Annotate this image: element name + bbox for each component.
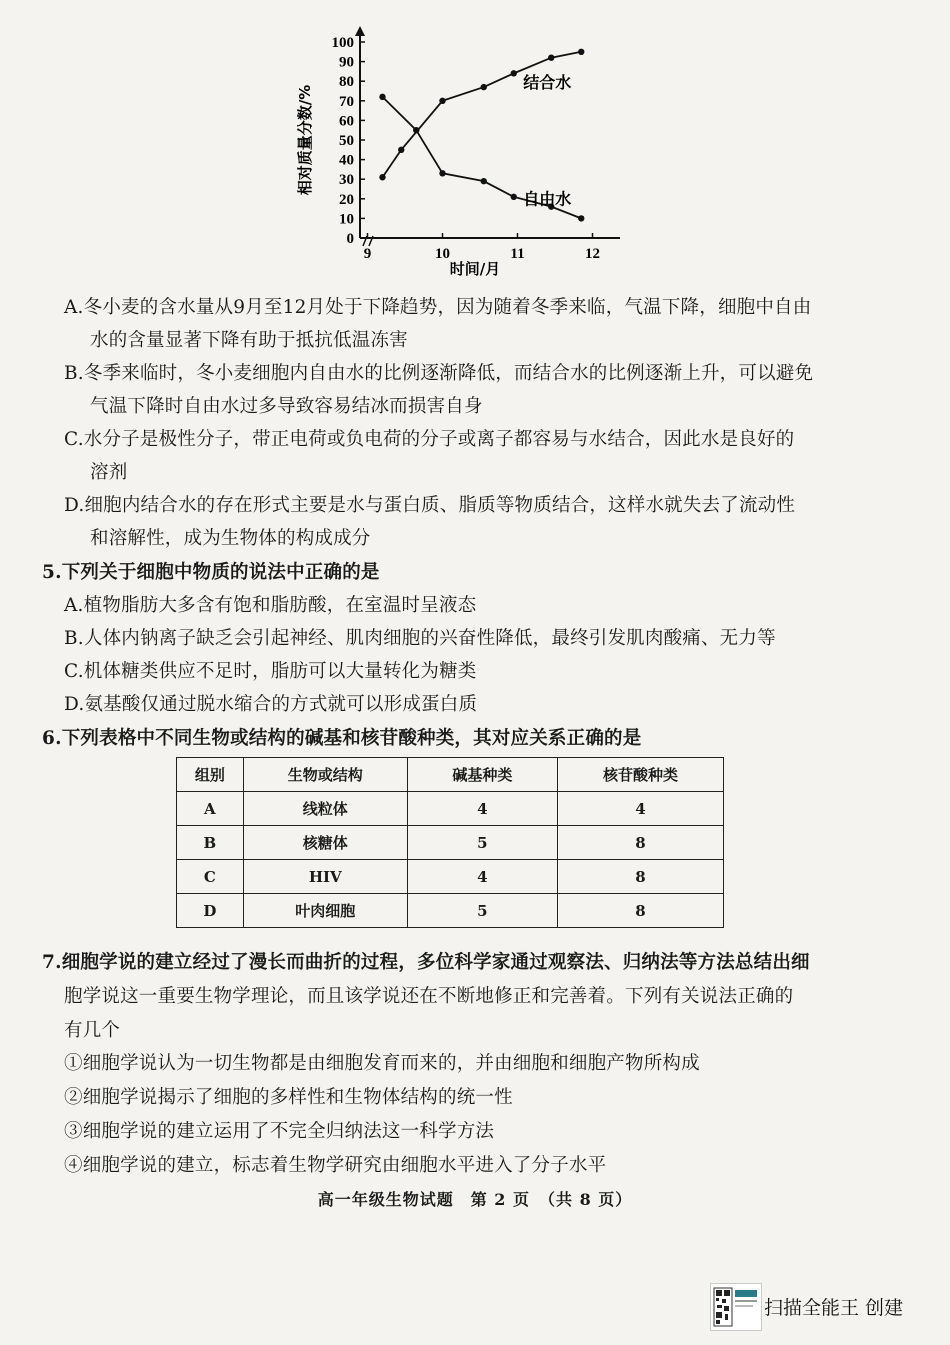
q5-option-b: B.人体内钠离子缺乏会引起神经、肌肉细胞的兴奋性降低，最终引发肌肉酸痛、无力等 xyxy=(64,628,776,649)
table-row xyxy=(177,826,724,860)
y-tick-label: 70 xyxy=(339,93,354,110)
q6-cell: D xyxy=(177,894,244,928)
q6-cell: 线粒体 xyxy=(243,792,407,826)
q4-option-d-line1: D.细胞内结合水的存在形式主要是水与蛋白质、脂质等物质结合，这样水就失去了流动性 xyxy=(64,495,796,516)
data-point xyxy=(481,84,487,90)
q6-cell: 8 xyxy=(557,860,723,894)
q6-cell: 5 xyxy=(407,826,557,860)
q7-stem-line1: 7.细胞学说的建立经过了漫长而曲折的过程，多位科学家通过观察法、归纳法等方法总结出细 xyxy=(42,952,810,973)
series-label: 结合水 xyxy=(523,72,572,92)
q6-cell: 叶肉细胞 xyxy=(243,894,407,928)
data-point xyxy=(578,49,584,55)
data-point xyxy=(379,174,385,180)
q5-stem: 5.下列关于细胞中物质的说法中正确的是 xyxy=(42,562,380,583)
y-axis-label: 相对质量分数/% xyxy=(296,84,314,196)
q7-stem-line2: 胞学说这一重要生物学理论，而且该学说还在不断地修正和完善着。下列有关说法正确的 xyxy=(64,986,794,1007)
q4-option-d-line2: 和溶解性，成为生物体的构成成分 xyxy=(90,528,371,549)
q7-statement-3: ③细胞学说的建立运用了不完全归纳法这一科学方法 xyxy=(64,1121,495,1142)
y-tick-label: 40 xyxy=(339,152,354,169)
table-row xyxy=(177,894,724,928)
q6-header-organism: 生物或结构 xyxy=(243,758,407,792)
q6-cell: 4 xyxy=(557,792,723,826)
y-axis-arrow xyxy=(355,26,365,36)
qr-code-icon xyxy=(710,1283,762,1331)
y-tick-label: 100 xyxy=(331,35,354,51)
q6-cell: HIV xyxy=(243,860,407,894)
data-point xyxy=(481,178,487,184)
water-content-chart xyxy=(280,15,640,280)
data-point xyxy=(398,147,404,153)
x-tick-label: 12 xyxy=(585,246,600,262)
data-point xyxy=(511,194,517,200)
q7-stem-line3: 有几个 xyxy=(64,1020,121,1041)
data-point xyxy=(578,215,584,221)
q5-option-a: A.植物脂肪大多含有饱和脂肪酸，在室温时呈液态 xyxy=(64,595,477,616)
q6-table-header-row xyxy=(177,758,724,792)
x-tick-label: 9 xyxy=(363,246,372,262)
q5-option-d: D.氨基酸仅通过脱水缩合的方式就可以形成蛋白质 xyxy=(64,694,478,715)
q6-header-nucleotides: 核苷酸种类 xyxy=(557,758,723,792)
q6-cell: B xyxy=(177,826,244,860)
x-axis-label: 时间/月 xyxy=(449,260,501,278)
data-point xyxy=(511,70,517,76)
data-point xyxy=(548,54,554,60)
q5-option-c: C.机体糖类供应不足时，脂肪可以大量转化为糖类 xyxy=(64,661,477,682)
q6-stem: 6.下列表格中不同生物或结构的碱基和核苷酸种类，其对应关系正确的是 xyxy=(42,728,642,749)
data-point xyxy=(439,170,445,176)
x-tick-label: 10 xyxy=(435,246,450,262)
q4-option-c-line1: C.水分子是极性分子，带正电荷或负电荷的分子或离子都容易与水结合，因此水是良好的 xyxy=(64,429,795,450)
q7-statement-4: ④细胞学说的建立，标志着生物学研究由细胞水平进入了分子水平 xyxy=(64,1155,607,1176)
q6-header-group: 组别 xyxy=(177,758,244,792)
x-tick-label: 11 xyxy=(510,246,525,262)
q4-option-b-line1: B.冬季来临时，冬小麦细胞内自由水的比例逐渐降低，而结合水的比例逐渐上升，可以避免 xyxy=(64,363,814,384)
data-point xyxy=(379,94,385,100)
y-tick-label: 80 xyxy=(339,74,354,91)
table-row xyxy=(177,860,724,894)
q6-cell: A xyxy=(177,792,244,826)
data-point xyxy=(413,127,419,133)
y-tick-label: 90 xyxy=(339,54,354,71)
series-label: 自由水 xyxy=(523,189,572,209)
q4-option-b-line2: 气温下降时自由水过多导致容易结冰而损害自身 xyxy=(90,396,483,417)
q6-cell: 8 xyxy=(557,894,723,928)
y-tick-label: 0 xyxy=(346,231,354,247)
q6-cell: C xyxy=(177,860,244,894)
q7-statement-1: ①细胞学说认为一切生物都是由细胞发育而来的，并由细胞和细胞产物所构成 xyxy=(64,1053,700,1074)
y-tick-label: 60 xyxy=(339,113,354,130)
table-row xyxy=(177,792,724,826)
page-footer: 高一年级生物试题 第 2 页 （共 8 页） xyxy=(317,1190,633,1209)
q6-cell: 5 xyxy=(407,894,557,928)
q6-cell: 核糖体 xyxy=(243,826,407,860)
y-tick-label: 20 xyxy=(339,191,354,208)
q6-cell: 4 xyxy=(407,860,557,894)
q6-table xyxy=(176,757,724,928)
q4-option-a-line2: 水的含量显著下降有助于抵抗低温冻害 xyxy=(90,330,408,351)
q6-header-bases: 碱基种类 xyxy=(407,758,557,792)
q4-option-a-line1: A.冬小麦的含水量从9月至12月处于下降趋势，因为随着冬季来临，气温下降，细胞中自由 xyxy=(64,297,812,318)
y-tick-label: 50 xyxy=(339,133,354,149)
q6-cell: 8 xyxy=(557,826,723,860)
watermark-text: 扫描全能王 创建 xyxy=(764,1297,904,1319)
y-tick-label: 30 xyxy=(339,172,354,189)
q6-cell: 4 xyxy=(407,792,557,826)
q4-option-c-line2: 溶剂 xyxy=(90,462,128,483)
data-point xyxy=(439,98,445,104)
y-tick-label: 10 xyxy=(339,211,354,228)
q7-statement-2: ②细胞学说揭示了细胞的多样性和生物体结构的统一性 xyxy=(64,1087,513,1108)
series-line-bound-water xyxy=(383,52,582,177)
